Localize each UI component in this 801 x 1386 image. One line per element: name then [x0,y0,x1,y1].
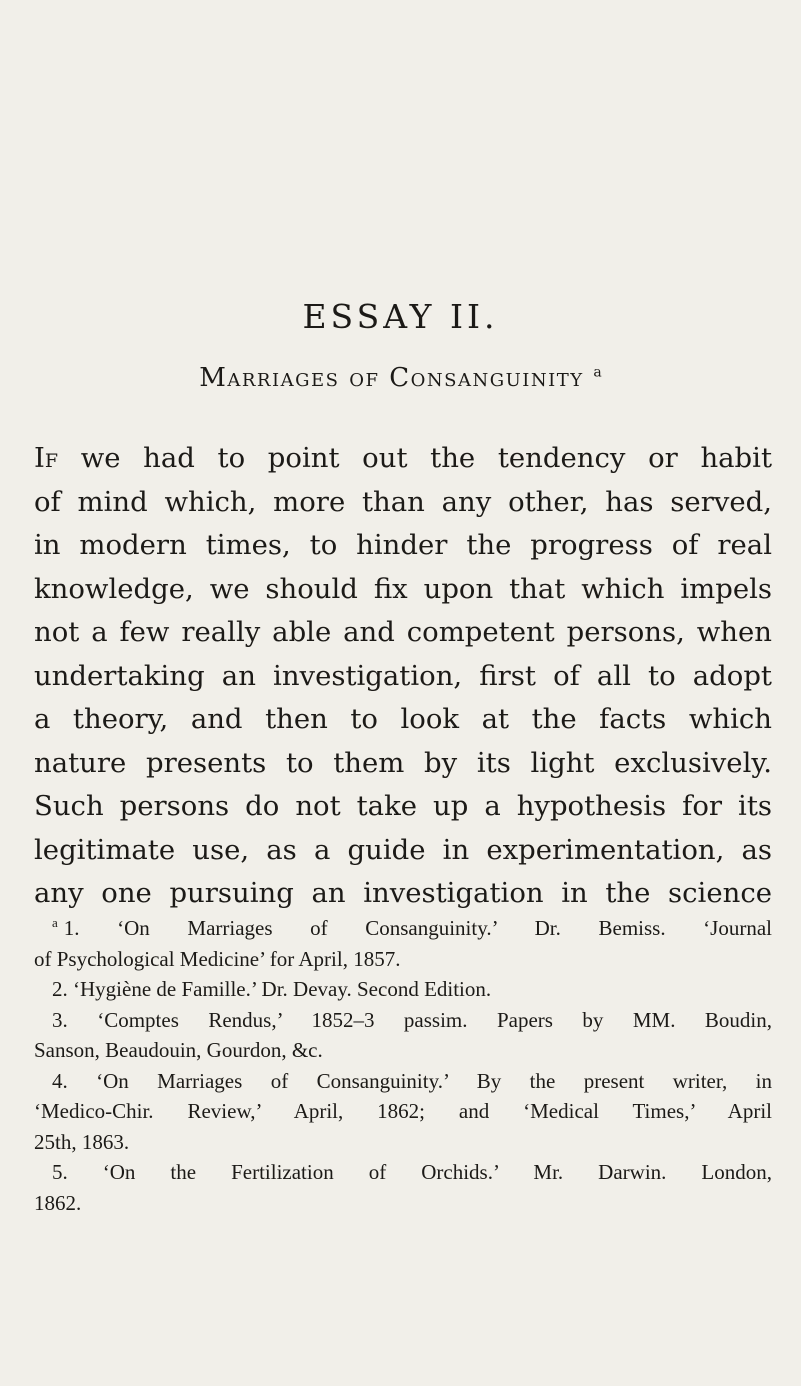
footnote-line: 3. ‘Comptes Rendus,’ 1852–3 passim. Papers by MM. Boudin, [52,1007,772,1032]
footnotes [34,908,772,1218]
body-line: nature presents to them by its light exclusively. [34,746,772,779]
body-line: If we had to point out the tendency or habit [34,442,772,474]
body-line: in modern times, to hinder the progress of real [34,529,772,561]
footnote-mark: a [52,915,58,930]
footnote-line: Sanson, Beaudouin, Gourdon, &c. [34,1038,323,1062]
subtitle-text: Marriages of Consanguinity [199,363,584,393]
essay-heading: ESSAY II. [302,297,499,336]
body-line: Such persons do not take up a hypothesis for its [34,790,772,822]
body-line: any one pursuing an investigation in the science [34,877,772,909]
essay-subtitle [0,363,801,393]
body-line: of mind which, more than any other, has served, [34,485,772,518]
footnote-reference: a [593,364,602,381]
body-line: knowledge, we should fix upon that which impels [34,572,772,605]
footnote-line: 4. ‘On Marriages of Consanguinity.’ By the present writer, in [52,1068,772,1093]
body-line: undertaking an investigation, first of all to adopt [34,659,772,692]
footnote-line: $^a$ 1. ‘On Marriages of Consanguinity.’ Dr. Bemiss. ‘Journal [52,915,772,940]
footnote-line: 5. ‘On the Fertilization of Orchids.’ Mr. Darwin. London, [52,1160,772,1184]
body-line: a theory, and then to look at the facts which [34,703,772,735]
lead-word: If [34,442,59,474]
body-line: legitimate use, as a guide in experimentation, as [34,833,772,866]
footnote-line: of Psychological Medicine’ for April, 1857. [34,946,401,971]
body-line: not a few really able and competent persons, when [34,616,772,648]
footnote-line: ‘Medico-Chir. Review,’ April, 1862; and ‘Medical Times,’ April [34,1099,772,1123]
body-paragraph [34,437,772,916]
footnote-line: 1862. [34,1190,82,1215]
footnote-line: 25th, 1863. [34,1129,130,1154]
footnote-line: 2. ‘Hygiène de Famille.’ Dr. Devay. Second Edition. [52,977,492,1001]
